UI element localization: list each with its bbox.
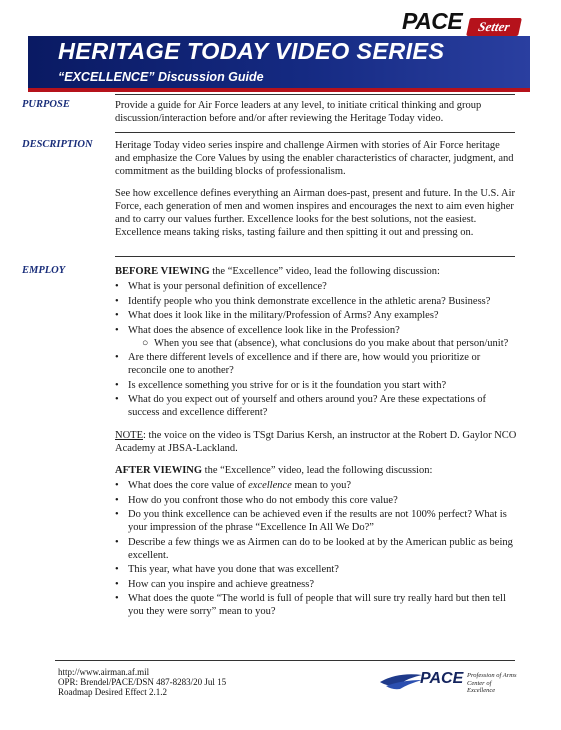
purpose-text: Provide a guide for Air Force leaders at any level, to initiate critical thinking and group discussion/interaction before and/or after reviewing the Heritage Today video.: [115, 100, 482, 124]
employ-body: [115, 265, 517, 620]
header-accent-stripe: [28, 88, 530, 92]
list-item: • What does the absence of excellence look like in the Profession? ○ When you see that (absence), what conclusions do you make about that person/unit?: [115, 324, 517, 350]
section-divider: [115, 94, 515, 95]
list-item: • Are there different levels of excellence and if there are, how would you prioritize or reconcile one to another?: [115, 352, 481, 376]
bullet-icon: •: [115, 564, 119, 575]
sub-list-item: ○ When you see that (absence), what conclusions do you make about that person/unit?: [142, 337, 509, 349]
page-subtitle: “EXCELLENCE” Discussion Guide: [58, 70, 264, 84]
list-item: • What do you expect out of yourself and others around you? Are these expectations of success and excellence different?: [115, 394, 487, 418]
list-item: • What is your personal definition of excellence?: [115, 281, 327, 292]
list-item: • How can you inspire and achieve greatness?: [115, 578, 315, 590]
list-item: • Do you think excellence can be achieved even if the results are not 100% perfect? What is your impression of the phrase “Excellence In All We Do?”: [115, 509, 507, 533]
purpose-label: PURPOSE: [22, 99, 70, 110]
pace-footer-tagline-1: Profession of Arms: [467, 672, 517, 679]
note-paragraph: [115, 429, 517, 455]
before-viewing-list: [115, 280, 517, 419]
section-divider: [115, 132, 515, 133]
before-viewing-heading: BEFORE VIEWING: [115, 266, 210, 277]
pace-logo-wordmark: PACE: [402, 8, 463, 34]
description-label: DESCRIPTION: [22, 139, 93, 150]
bullet-icon: •: [115, 578, 119, 590]
sub-list: [128, 337, 517, 350]
before-viewing-intro: [115, 265, 517, 278]
pace-footer-wordmark: PACE: [420, 670, 464, 687]
note-text: : the voice on the video is TSgt Darius Kersh, an instructor at the Robert D. Gaylor NCO Academy at JBSA-Lackland.: [115, 430, 517, 454]
bullet-icon: •: [115, 379, 119, 391]
list-item: • Is excellence something you strive for or is it the foundation you start with?: [115, 379, 447, 391]
before-viewing-lead: the “Excellence” video, lead the following discussion:: [209, 266, 440, 277]
pace-footer-tagline-2: Center of Excellence: [467, 680, 496, 694]
employ-label: EMPLOY: [22, 265, 66, 276]
bullet-icon: •: [115, 494, 119, 506]
bullet-icon: •: [115, 480, 119, 491]
note-label: NOTE: [115, 430, 143, 441]
list-item: • What does the core value of excellence mean to you?: [115, 480, 352, 491]
bullet-icon: •: [115, 324, 119, 336]
footer-opr: OPR: Brendel/PACE/DSN 487-8283/20 Jul 15: [58, 677, 227, 687]
page-title: HERITAGE TODAY VIDEO SERIES: [58, 38, 445, 64]
description-paragraph-2: See how excellence defines everything an Airman does-past, present and future. In the U.S. Air Force, each generation of men and women inspires and encourages the next to aim even higher and to carry our values further. Excellence looks for the best solutions, not the easiest. Excellence means taking risks, tasting failure and then spitting it out and pressing on.: [115, 188, 516, 238]
bullet-icon: •: [115, 509, 119, 520]
list-item: • This year, what have you done that was excellent?: [115, 564, 339, 575]
bullet-icon: •: [115, 295, 119, 307]
after-viewing-lead: the “Excellence” video, lead the following discussion:: [202, 465, 433, 476]
footer-divider: [55, 660, 515, 661]
footer-url-link[interactable]: http://www.airman.af.mil: [58, 667, 150, 677]
list-item: • What does the quote “The world is full of people that will sure try really hard but then tell you they were sorry” mean to you?: [115, 593, 506, 617]
after-viewing-list: [115, 479, 517, 618]
description-paragraph-1: Heritage Today video series inspire and challenge Airmen with stories of Air Force heritage and emphasize the Core Values by using the enabler characteristics of character, judgment, and commitment as the building blocks of professionalism.: [115, 140, 514, 177]
bullet-icon: •: [115, 352, 119, 363]
circle-bullet-icon: ○: [142, 337, 149, 349]
after-viewing-heading: AFTER VIEWING: [115, 465, 203, 476]
bullet-icon: •: [115, 536, 119, 548]
list-item: • What does it look like in the military/Profession of Arms? Any examples?: [115, 310, 439, 321]
bullet-icon: •: [115, 394, 119, 405]
footer-roadmap: Roadmap Desired Effect 2.1.2: [58, 687, 168, 697]
setter-logo-badge: Setter: [466, 18, 522, 36]
list-item: • Describe a few things we as Airmen can do to be looked at by the American public as being excellent.: [115, 536, 513, 561]
list-item: • Identify people who you think demonstrate excellence in the athletic arena? Business?: [115, 295, 491, 307]
bullet-icon: •: [115, 593, 119, 604]
section-divider: [115, 256, 515, 257]
after-viewing-intro: [115, 464, 517, 477]
pace-footer-logo: [378, 668, 518, 694]
list-item: • How do you confront those who do not embody this core value?: [115, 494, 398, 506]
bullet-icon: •: [115, 281, 119, 292]
bullet-icon: •: [115, 310, 119, 321]
